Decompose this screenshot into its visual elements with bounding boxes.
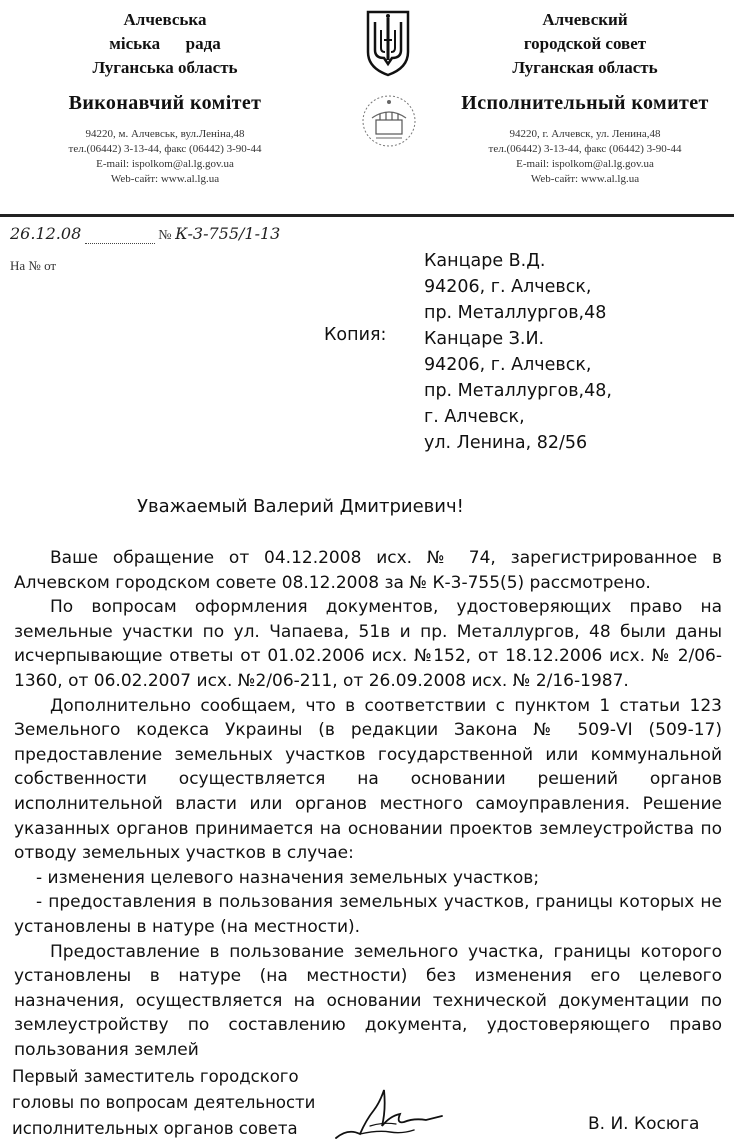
- copy-city-2: г. Алчевск,: [424, 407, 525, 427]
- greeting: Уважаемый Валерий Дмитриевич!: [137, 496, 464, 517]
- handwritten-signature-icon: [330, 1080, 450, 1144]
- letter-body: [14, 546, 722, 1062]
- position-line-1: Первый заместитель городского: [12, 1067, 299, 1086]
- phone-ru: тел.(06442) 3-13-44, факс (06442) 3-90-44: [488, 143, 682, 155]
- email-ua: E-mail: ispolkom@al.lg.gov.ua: [96, 158, 234, 170]
- bullet-1: - изменения целевого назначения земельных участков;: [36, 867, 540, 888]
- paragraph-1: Ваше обращение от 04.12.2008 исх. № 74, зарегистрированное в Алчевском городском совете 08.12.2008 за № К-3-755(5) рассмотрено.: [14, 548, 722, 593]
- bullet-2: - предоставления в пользования земельных участков, границы которых не установлены в натуре (на местности).: [14, 892, 722, 937]
- addressee-name: Канцаре В.Д.: [424, 251, 546, 271]
- signatory-name: В. И. Косюга: [588, 1114, 700, 1134]
- council-type-ru: городской совет: [523, 34, 647, 53]
- letterhead-right: [440, 8, 730, 187]
- copy-street-2: ул. Ленина, 82/56: [424, 433, 588, 453]
- addressee-city: 94206, г. Алчевск,: [424, 277, 592, 297]
- phone-ua: тел.(06442) 3-13-44, факс (06442) 3-90-44: [68, 143, 262, 155]
- registration-line: [10, 224, 280, 244]
- region-ua: Луганська область: [92, 58, 238, 77]
- copy-street: пр. Металлургов,48,: [424, 381, 612, 401]
- signatory-position: [12, 1064, 315, 1142]
- registration-number: К-3-755/1-13: [175, 224, 281, 243]
- addressee-block: [424, 248, 612, 456]
- reference-label: На №: [10, 258, 41, 273]
- email-ru: E-mail: ispolkom@al.lg.gov.ua: [516, 158, 654, 170]
- trident-emblem-icon: [362, 8, 414, 78]
- copy-city: 94206, г. Алчевск,: [424, 355, 592, 375]
- address-ru: 94220, г. Алчевск, ул. Ленина,48: [509, 128, 661, 140]
- council-type-ua: міська рада: [109, 34, 221, 53]
- website-ua: Web-сайт: www.al.lg.ua: [110, 173, 220, 185]
- address-ua: 94220, м. Алчевськ, вул.Леніна,48: [85, 128, 245, 140]
- council-name-ua: Алчевська: [123, 10, 207, 29]
- position-line-2: головы по вопросам деятельности: [12, 1093, 316, 1112]
- position-line-3: исполнительных органов совета: [12, 1119, 298, 1138]
- city-seal-icon: [358, 92, 420, 150]
- reference-from-label: от: [44, 258, 57, 273]
- reference-line: [10, 258, 56, 274]
- copy-name: Канцаре З.И.: [424, 329, 545, 349]
- committee-ru: Исполнительный комитет: [461, 92, 709, 114]
- committee-ua: Виконавчий комітет: [68, 92, 262, 114]
- region-ru: Луганская область: [512, 58, 658, 77]
- number-label: №: [158, 228, 172, 243]
- paragraph-2: По вопросам оформления документов, удостоверяющих право на земельные участки по ул. Чапаева, 51в и пр. Металлургов, 48 были даны исчерпывающие ответы от 01.02.2006 исх. №152, от 18.12.2006 исх. № 2/06-1360, от 06.02.2007 исх. №2/06-211, от 26.09.2008 исх. № 2/16-1987.: [14, 597, 722, 691]
- registration-date: 26.12.08: [10, 224, 82, 243]
- addressee-street: пр. Металлургов,48: [424, 303, 607, 323]
- website-ru: Web-сайт: www.al.lg.ua: [530, 173, 640, 185]
- council-name-ru: Алчевский: [542, 10, 628, 29]
- letterhead-left: [40, 8, 290, 187]
- copy-label: Копия:: [324, 325, 387, 345]
- paragraph-3: Дополнительно сообщаем, что в соответствии с пунктом 1 статьи 123 Земельного кодекса Украины (в редакции Закона № 509-VI (509-17) предоставление земельных участков государственной или коммунальной собственности осуществляется на основании решений органов исполнительной власти или органов местного самоуправления. Решение указанных органов принимается на основании проектов землеустройства по отводу земельных участков в случае:: [14, 695, 722, 864]
- date-underline: [85, 229, 155, 244]
- paragraph-4: Предоставление в пользование земельного участка, границы которого установлены в натуре (на местности) без изменения его целевого назначения, осуществляется на основании технической документации по землеустройству по составлению документа, удостоверяющего право пользования землей: [14, 941, 722, 1060]
- letterhead-divider: [0, 214, 734, 217]
